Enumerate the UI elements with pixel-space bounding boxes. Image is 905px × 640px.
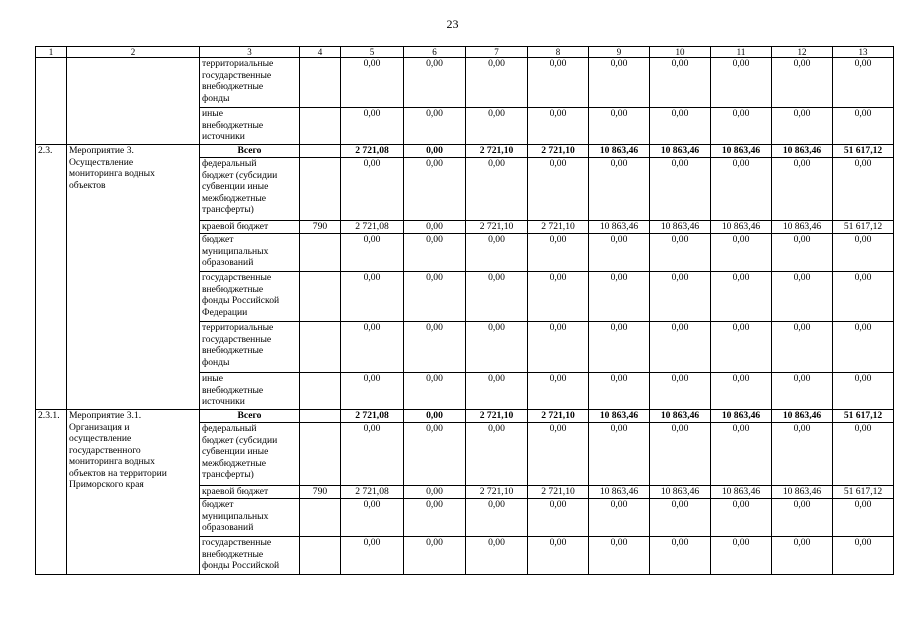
amount-cell: 0,00 [528,499,589,537]
amount-cell: 2 721,10 [528,145,589,158]
amount-cell: 0,00 [404,537,466,575]
column-header-4: 4 [300,47,341,58]
amount-cell: 0,00 [466,499,528,537]
activity-name-cell [67,58,200,145]
amount-cell: 0,00 [711,322,772,373]
amount-cell: 0,00 [772,322,833,373]
code-cell [300,410,341,423]
amount-cell: 0,00 [711,158,772,221]
activity-name-cell: Мероприятие 3.1. Организация и осуществление государственного мониторинга водных объектов на территории Приморского края [67,410,200,575]
column-header-6: 6 [404,47,466,58]
code-cell [300,499,341,537]
amount-cell: 0,00 [404,272,466,322]
item-number-cell: 2.3.1. [36,410,67,575]
amount-cell: 0,00 [833,158,894,221]
amount-cell: 0,00 [711,58,772,108]
column-header-5: 5 [341,47,404,58]
amount-cell: 0,00 [466,234,528,272]
amount-cell: 0,00 [833,234,894,272]
funding-source-cell: Всего [200,410,300,423]
amount-cell: 10 863,46 [772,221,833,234]
amount-cell: 10 863,46 [711,145,772,158]
amount-cell: 0,00 [711,423,772,486]
table-row [36,58,894,108]
amount-cell: 0,00 [404,108,466,145]
amount-cell: 0,00 [528,272,589,322]
amount-cell: 0,00 [528,108,589,145]
amount-cell: 2 721,10 [528,410,589,423]
amount-cell: 0,00 [341,58,404,108]
column-header-3: 3 [200,47,300,58]
amount-cell: 0,00 [341,423,404,486]
item-number-cell [36,58,67,145]
activity-name-cell: Мероприятие 3. Осуществление мониторинга водных объектов [67,145,200,410]
page-number: 23 [446,17,459,31]
amount-cell: 0,00 [466,373,528,410]
amount-cell: 0,00 [772,108,833,145]
amount-cell: 0,00 [466,158,528,221]
amount-cell: 0,00 [404,145,466,158]
amount-cell: 0,00 [341,158,404,221]
amount-cell: 0,00 [772,158,833,221]
amount-cell: 0,00 [833,322,894,373]
amount-cell: 0,00 [772,373,833,410]
amount-cell: 0,00 [404,158,466,221]
amount-cell: 0,00 [711,537,772,575]
amount-cell: 0,00 [404,423,466,486]
amount-cell: 0,00 [466,322,528,373]
funding-source-cell: территориальные государственные внебюджетные фонды [200,322,300,373]
amount-cell: 0,00 [650,158,711,221]
code-cell [300,373,341,410]
amount-cell: 2 721,10 [466,221,528,234]
amount-cell: 0,00 [650,499,711,537]
amount-cell: 0,00 [772,272,833,322]
amount-cell: 10 863,46 [650,221,711,234]
header-row [36,47,894,58]
amount-cell: 0,00 [404,58,466,108]
amount-cell: 0,00 [404,234,466,272]
amount-cell: 0,00 [528,322,589,373]
funding-source-cell: иные внебюджетные источники [200,373,300,410]
amount-cell: 0,00 [650,537,711,575]
funding-source-cell: иные внебюджетные источники [200,108,300,145]
amount-cell: 2 721,10 [528,486,589,499]
table-row [36,410,894,423]
funding-source-cell: федеральный бюджет (субсидии субвенции иные межбюджетные трансферты) [200,423,300,486]
amount-cell: 0,00 [589,423,650,486]
amount-cell: 0,00 [650,272,711,322]
funding-source-cell: федеральный бюджет (субсидии субвенции иные межбюджетные трансферты) [200,158,300,221]
amount-cell: 0,00 [589,158,650,221]
code-cell [300,272,341,322]
code-cell [300,234,341,272]
amount-cell: 10 863,46 [589,410,650,423]
funding-source-cell: государственные внебюджетные фонды Российской Федерации [200,272,300,322]
amount-cell: 2 721,10 [528,221,589,234]
amount-cell: 0,00 [833,108,894,145]
amount-cell: 0,00 [589,537,650,575]
amount-cell: 0,00 [711,234,772,272]
amount-cell: 0,00 [711,373,772,410]
amount-cell: 0,00 [772,537,833,575]
amount-cell: 2 721,08 [341,145,404,158]
amount-cell: 0,00 [466,272,528,322]
column-header-2: 2 [67,47,200,58]
column-header-10: 10 [650,47,711,58]
amount-cell: 0,00 [466,58,528,108]
funding-source-cell: бюджет муниципальных образований [200,234,300,272]
amount-cell: 10 863,46 [772,410,833,423]
amount-cell: 10 863,46 [650,486,711,499]
amount-cell: 2 721,08 [341,221,404,234]
table-row [36,145,894,158]
amount-cell: 0,00 [341,373,404,410]
amount-cell: 0,00 [650,423,711,486]
funding-source-cell: Всего [200,145,300,158]
code-cell [300,145,341,158]
amount-cell: 0,00 [589,322,650,373]
amount-cell: 0,00 [589,272,650,322]
code-cell [300,108,341,145]
code-cell: 790 [300,486,341,499]
amount-cell: 0,00 [404,322,466,373]
amount-cell: 0,00 [589,108,650,145]
amount-cell: 0,00 [466,537,528,575]
column-header-1: 1 [36,47,67,58]
amount-cell: 0,00 [772,234,833,272]
amount-cell: 0,00 [711,108,772,145]
budget-table [35,46,894,575]
code-cell [300,58,341,108]
amount-cell: 0,00 [466,108,528,145]
amount-cell: 0,00 [528,373,589,410]
amount-cell: 0,00 [772,58,833,108]
amount-cell: 0,00 [404,499,466,537]
amount-cell: 2 721,10 [466,486,528,499]
column-header-8: 8 [528,47,589,58]
amount-cell: 10 863,46 [650,410,711,423]
amount-cell: 0,00 [341,234,404,272]
amount-cell: 0,00 [341,108,404,145]
amount-cell: 0,00 [589,234,650,272]
amount-cell: 51 617,12 [833,145,894,158]
amount-cell: 0,00 [833,537,894,575]
amount-cell: 0,00 [404,373,466,410]
amount-cell: 0,00 [589,58,650,108]
amount-cell: 0,00 [711,499,772,537]
column-header-7: 7 [466,47,528,58]
amount-cell: 0,00 [341,272,404,322]
amount-cell: 0,00 [589,373,650,410]
code-cell [300,423,341,486]
code-cell [300,322,341,373]
amount-cell: 0,00 [341,499,404,537]
amount-cell: 10 863,46 [772,145,833,158]
amount-cell: 2 721,10 [466,145,528,158]
column-header-9: 9 [589,47,650,58]
amount-cell: 0,00 [833,58,894,108]
amount-cell: 0,00 [772,499,833,537]
funding-source-cell: бюджет муниципальных образований [200,499,300,537]
amount-cell: 0,00 [341,537,404,575]
amount-cell: 10 863,46 [589,221,650,234]
amount-cell: 0,00 [833,373,894,410]
column-header-11: 11 [711,47,772,58]
amount-cell: 0,00 [833,272,894,322]
funding-source-cell: краевой бюджет [200,221,300,234]
amount-cell: 0,00 [833,499,894,537]
amount-cell: 0,00 [528,158,589,221]
amount-cell: 0,00 [528,537,589,575]
funding-source-cell: краевой бюджет [200,486,300,499]
amount-cell: 0,00 [711,272,772,322]
item-number-cell: 2.3. [36,145,67,410]
amount-cell: 0,00 [650,108,711,145]
amount-cell: 10 863,46 [650,145,711,158]
code-cell [300,537,341,575]
amount-cell: 0,00 [772,423,833,486]
column-header-13: 13 [833,47,894,58]
funding-source-cell: государственные внебюджетные фонды Российской [200,537,300,575]
amount-cell: 2 721,08 [341,486,404,499]
amount-cell: 0,00 [404,221,466,234]
amount-cell: 0,00 [650,322,711,373]
amount-cell: 0,00 [528,58,589,108]
amount-cell: 10 863,46 [711,486,772,499]
amount-cell: 10 863,46 [589,486,650,499]
funding-source-cell: территориальные государственные внебюджетные фонды [200,58,300,108]
amount-cell: 10 863,46 [772,486,833,499]
amount-cell: 0,00 [341,322,404,373]
amount-cell: 10 863,46 [589,145,650,158]
amount-cell: 0,00 [833,423,894,486]
amount-cell: 0,00 [650,58,711,108]
code-cell [300,158,341,221]
amount-cell: 2 721,10 [466,410,528,423]
column-header-12: 12 [772,47,833,58]
amount-cell: 0,00 [404,410,466,423]
amount-cell: 0,00 [466,423,528,486]
amount-cell: 0,00 [404,486,466,499]
amount-cell: 0,00 [650,373,711,410]
amount-cell: 51 617,12 [833,410,894,423]
amount-cell: 51 617,12 [833,221,894,234]
code-cell: 790 [300,221,341,234]
amount-cell: 0,00 [650,234,711,272]
amount-cell: 10 863,46 [711,221,772,234]
amount-cell: 0,00 [589,499,650,537]
amount-cell: 10 863,46 [711,410,772,423]
amount-cell: 0,00 [528,234,589,272]
amount-cell: 51 617,12 [833,486,894,499]
amount-cell: 0,00 [528,423,589,486]
amount-cell: 2 721,08 [341,410,404,423]
